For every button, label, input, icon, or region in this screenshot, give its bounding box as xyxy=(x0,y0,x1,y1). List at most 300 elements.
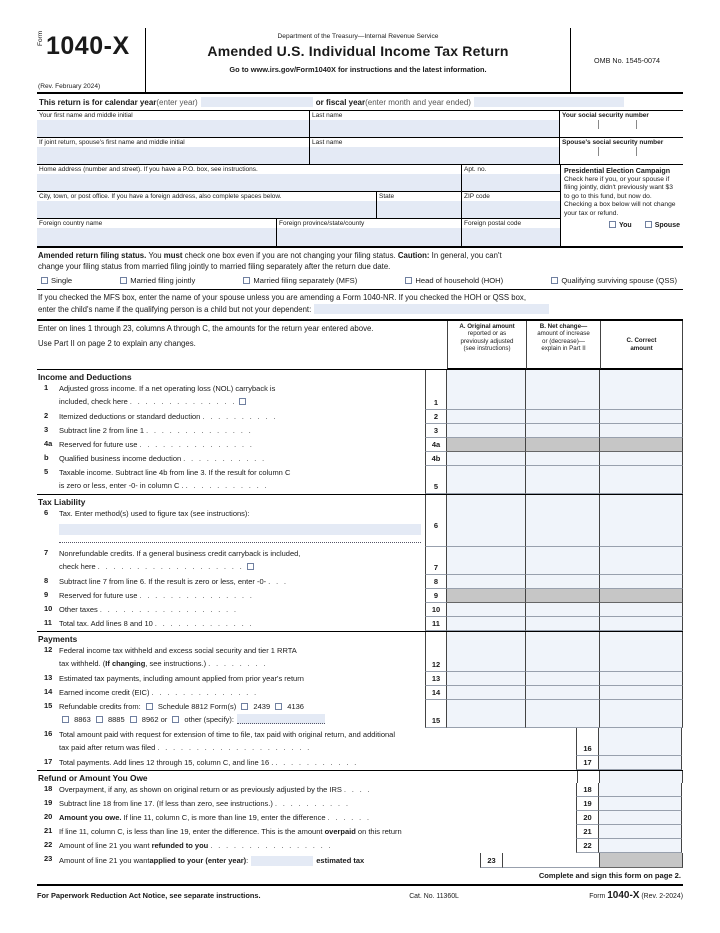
line-23-number: 23 xyxy=(480,853,503,868)
home-address-field xyxy=(37,165,462,191)
goto-instructions: Go to www.irs.gov/Form1040X for instructions and the latest information. xyxy=(229,65,487,74)
line-12-amount-c[interactable] xyxy=(600,644,683,672)
page-title: Amended U.S. Individual Income Tax Return xyxy=(207,43,509,59)
form-number: 1040-X xyxy=(46,32,130,60)
line-6-number: 6 xyxy=(425,507,447,547)
dot-leader: . . . . . . . . . . . . . . xyxy=(129,398,237,406)
single-checkbox[interactable] xyxy=(41,277,48,284)
line-10-label xyxy=(59,603,425,617)
zip-label: ZIP code xyxy=(464,193,490,200)
line-14-number: 14 xyxy=(425,686,447,700)
text-segment: Total amount paid with request for extension of time to file, tax paid with original return, and additional xyxy=(59,730,396,739)
line-13-gutter: 13 xyxy=(44,673,53,682)
line-21-gutter: 21 xyxy=(44,826,53,835)
line-10-number: 10 xyxy=(425,603,447,617)
last-name-input[interactable] xyxy=(310,120,559,137)
pec-you-checkbox[interactable] xyxy=(609,221,616,228)
tax-method-input[interactable] xyxy=(59,524,421,535)
text-segment: Reserved for future use xyxy=(59,591,140,600)
text-segment: B. Net change— xyxy=(539,323,588,330)
text-segment: Amount you owe. xyxy=(59,813,122,822)
text-segment: In general, you can't xyxy=(429,251,502,260)
line-14-gutter: 14 xyxy=(44,687,53,696)
ssn-field xyxy=(560,111,683,137)
text-segment: Reserved for future use xyxy=(59,440,140,449)
spouse-last-name-label: Last name xyxy=(312,139,343,146)
text-segment: Total tax. Add lines 8 and 10 xyxy=(59,619,155,628)
text-segment: or fiscal year xyxy=(315,97,366,107)
checkbox[interactable] xyxy=(146,703,153,710)
input-area[interactable] xyxy=(251,856,313,866)
line-22-amount[interactable] xyxy=(599,839,682,853)
dot-leader: . . . . . . . . . . . . . . . . . . xyxy=(99,607,238,614)
spouse-ssn-label: Spouse's social security number xyxy=(562,139,664,146)
apt-label: Apt. no. xyxy=(464,166,487,173)
line-1-amount-a[interactable] xyxy=(447,382,526,410)
text-segment: other (specify): xyxy=(182,714,235,724)
line-20-label xyxy=(59,811,576,825)
checkbox[interactable] xyxy=(241,703,248,710)
line-18-number: 18 xyxy=(576,783,599,797)
line-4b-number: 4b xyxy=(425,452,447,466)
paperwork-notice: For Paperwork Reduction Act Notice, see separate instructions. xyxy=(37,891,261,900)
text-segment: refunded to you xyxy=(151,841,209,850)
line-19-number: 19 xyxy=(576,797,599,811)
line-23-gutter: 23 xyxy=(44,854,53,863)
form-line-8 xyxy=(37,575,683,589)
text-segment: (see instructions) xyxy=(463,345,511,353)
form-line-21 xyxy=(37,825,683,839)
foreign-country-input[interactable] xyxy=(37,228,276,246)
form-line-5 xyxy=(37,466,683,494)
foreign-province-field xyxy=(277,219,462,246)
text-segment: on this return xyxy=(355,827,402,836)
foreign-postal-label: Foreign postal code xyxy=(464,220,522,227)
mfs-note xyxy=(37,290,683,321)
line-18-label xyxy=(59,783,576,797)
qss-checkbox[interactable] xyxy=(551,277,558,284)
first-name-label: Your first name and middle initial xyxy=(39,112,133,119)
line-3-label xyxy=(59,424,425,438)
line-5-amount-c[interactable] xyxy=(600,466,683,494)
line-7-amount-c[interactable] xyxy=(600,547,683,575)
text-segment: (enter year) xyxy=(156,97,198,107)
line-5-label xyxy=(59,466,425,494)
zip-input[interactable] xyxy=(462,201,560,218)
text-segment: Amended return filing status. xyxy=(38,251,149,260)
dot-leader: . . . . . . . . . . . . . . . xyxy=(139,442,254,449)
text-segment: C. Correct xyxy=(626,337,657,345)
table-intro-text xyxy=(37,321,447,369)
line-23-label xyxy=(59,853,480,868)
section-title: Tax Liability xyxy=(38,497,86,507)
line-7-amount-a[interactable] xyxy=(447,547,526,575)
form-line-6 xyxy=(37,507,683,547)
line-2-amount-b[interactable] xyxy=(526,410,600,424)
line-4a-reserved xyxy=(600,438,683,452)
form-revision: (Rev. February 2024) xyxy=(38,83,101,90)
spouse-first-name-label: If joint return, spouse's first name and middle initial xyxy=(39,139,185,146)
single-label: Single xyxy=(51,276,73,285)
line-17-label xyxy=(59,756,576,770)
text-segment: explain in Part II xyxy=(541,345,586,353)
dot-leader: . . . . . . . . . . . . . . xyxy=(151,690,259,697)
line-8-gutter: 8 xyxy=(44,576,49,585)
text-segment: Other taxes xyxy=(59,605,100,614)
form-line-17 xyxy=(37,756,683,770)
line-13-number: 13 xyxy=(425,672,447,686)
city-label: City, town, or post office. If you have a foreign address, also complete spaces below. xyxy=(39,193,282,200)
filing-status-options xyxy=(37,273,683,290)
checkbox[interactable] xyxy=(247,563,254,570)
spouse-ssn-input[interactable] xyxy=(560,147,683,164)
line-11-amount-c[interactable] xyxy=(600,617,683,631)
text-segment: Taxable income. Subtract line 4b from line 3. If the result for column C xyxy=(59,468,291,477)
dot-leader: . . . . xyxy=(344,787,372,794)
text-segment: This return is for calendar year xyxy=(39,97,157,107)
pec-title: Presidential Election Campaign xyxy=(564,167,671,175)
line-4b-amount-b[interactable] xyxy=(526,452,600,466)
line-2-amount-c[interactable] xyxy=(600,410,683,424)
line-23-shaded xyxy=(600,853,683,868)
text-segment: If line 11, column C, is less than line 19, enter the difference. This is the amount xyxy=(59,827,325,836)
input-area[interactable] xyxy=(201,97,313,107)
text-segment: 8885 xyxy=(105,714,127,724)
spouse-first-name-field xyxy=(37,138,310,164)
line-20-amount[interactable] xyxy=(599,811,682,825)
text-segment: 8863 xyxy=(72,714,93,724)
foreign-province-input[interactable] xyxy=(277,228,461,246)
mfs-label: Married filing separately (MFS) xyxy=(253,276,358,285)
line-4a-number: 4a xyxy=(425,438,447,452)
line-12-label xyxy=(59,644,425,672)
text-segment: Adjusted gross income. If a net operating loss (NOL) carryback is xyxy=(59,384,276,393)
text-segment: Tax. Enter method(s) used to figure tax (see instructions): xyxy=(59,509,250,518)
line-9-number: 9 xyxy=(425,589,447,603)
line-22-gutter: 22 xyxy=(44,840,53,849)
last-name-label: Last name xyxy=(312,112,343,119)
pec-text: Check here if you, or your spouse if filing jointly, didn't previously want $3 to go to this fund, but now do. Checking a box below will not change your tax or refund. xyxy=(564,175,676,217)
line-13-amount-b[interactable] xyxy=(526,672,600,686)
line-22-number: 22 xyxy=(576,839,599,853)
text-segment: 8962 or xyxy=(139,714,170,724)
line-13-label xyxy=(59,672,425,686)
line-15-gutter: 15 xyxy=(44,701,53,710)
filing-status-intro xyxy=(37,248,683,273)
dot-leader: . . . . . . xyxy=(327,815,371,822)
spouse-ssn-field xyxy=(560,138,683,164)
line-18-gutter: 18 xyxy=(44,784,53,793)
line-16-amount[interactable] xyxy=(599,728,682,756)
text-segment: check here xyxy=(59,561,98,571)
form-header xyxy=(37,28,683,94)
form-line-9 xyxy=(37,589,683,603)
return-year-row xyxy=(37,94,683,111)
form-line-23 xyxy=(37,853,683,868)
dot-leader: . . . . . . . . . . . . . . . . . . . . xyxy=(157,744,312,752)
text-segment: Nonrefundable credits. If a general business credit carryback is included, xyxy=(59,549,301,558)
text-segment: tax withheld. ( xyxy=(59,658,106,668)
form-line-15 xyxy=(37,700,683,728)
line-17-amount[interactable] xyxy=(599,756,682,770)
complete-sign-note: Complete and sign this form on page 2. xyxy=(37,868,683,886)
line-15-number: 15 xyxy=(425,700,447,728)
form-title-block xyxy=(145,28,571,92)
text-segment: You xyxy=(148,251,164,260)
line-22-label xyxy=(59,839,576,853)
line-1-gutter: 1 xyxy=(44,383,49,392)
section-title: Payments xyxy=(38,634,78,644)
line-19-gutter: 19 xyxy=(44,798,53,807)
dot-leader: . . . . . . . . . . . . . . . xyxy=(139,593,254,600)
catalog-number: Cat. No. 11360L xyxy=(409,893,459,900)
department-line: Department of the Treasury—Internal Revenue Service xyxy=(277,33,439,40)
line-13-amount-a[interactable] xyxy=(447,672,526,686)
line-7-number: 7 xyxy=(425,547,447,575)
line-16-gutter: 16 xyxy=(44,729,53,738)
ssn-input[interactable] xyxy=(560,120,683,137)
line-10-gutter: 10 xyxy=(44,604,53,613)
line-23-amount[interactable] xyxy=(503,853,600,868)
dot-leader: . . . . . . . . . . . . . xyxy=(154,621,254,628)
line-11-number: 11 xyxy=(425,617,447,631)
line-20-gutter: 20 xyxy=(44,812,53,821)
state-input[interactable] xyxy=(377,201,461,218)
dot-leader: . . . . . . . . . . . xyxy=(275,760,359,767)
line-15-amount-a[interactable] xyxy=(447,700,526,728)
line-4b-gutter: b xyxy=(44,453,49,462)
dot-leader: . . . . . . . . . . xyxy=(274,801,350,808)
line-9-reserved xyxy=(447,589,526,603)
dot-leader: . . . . . . . . . . . xyxy=(185,482,269,490)
line-4b-amount-c[interactable] xyxy=(600,452,683,466)
line-6-label xyxy=(59,508,425,521)
foreign-country-field xyxy=(37,219,277,246)
input-area[interactable] xyxy=(237,714,325,724)
form-line-19 xyxy=(37,797,683,811)
line-5-gutter: 5 xyxy=(44,467,49,476)
dot-leader: . . . . . . . . . . xyxy=(202,414,278,421)
line-14-amount-c[interactable] xyxy=(600,686,683,700)
line-14-amount-b[interactable] xyxy=(526,686,600,700)
text-segment: included, check here xyxy=(59,396,130,406)
line-8-label xyxy=(59,575,425,589)
line-7-amount-b[interactable] xyxy=(526,547,600,575)
column-a-header xyxy=(447,321,526,369)
text-segment: tax paid after return was filed xyxy=(59,742,158,752)
form-number-block xyxy=(37,28,145,92)
text-segment: A. Original amount xyxy=(459,323,515,330)
line-13-amount-c[interactable] xyxy=(600,672,683,686)
line-19-amount[interactable] xyxy=(599,797,682,811)
line-9-label xyxy=(59,589,425,603)
checkbox[interactable] xyxy=(62,716,69,723)
line-1-amount-b[interactable] xyxy=(526,382,600,410)
line-1-amount-c[interactable] xyxy=(600,382,683,410)
dot-leader: . . . . . . . . xyxy=(208,660,268,668)
text-segment: enter the child's name if the qualifying person is a child but not your dependent: xyxy=(38,304,312,314)
line-6-gutter: 6 xyxy=(44,508,49,517)
dot-leader: . . . . . . . . . . . . . . xyxy=(146,428,253,435)
first-name-input[interactable] xyxy=(37,120,309,137)
text-segment: Subtract line 18 from line 17. (If less than zero, see instructions.) xyxy=(59,799,275,808)
home-address-input[interactable] xyxy=(37,174,461,191)
mfj-label: Married filing jointly xyxy=(130,276,196,285)
apt-input[interactable] xyxy=(462,174,560,191)
line-7-label xyxy=(59,547,425,575)
line-4a-gutter: 4a xyxy=(44,439,53,448)
form-line-13 xyxy=(37,672,683,686)
line-21-amount[interactable] xyxy=(599,825,682,839)
line-11-amount-b[interactable] xyxy=(526,617,600,631)
line-11-gutter: 11 xyxy=(44,618,52,627)
hoh-checkbox[interactable] xyxy=(405,277,412,284)
line-14-label xyxy=(59,686,425,700)
line-21-label xyxy=(59,825,576,839)
line-4a-reserved xyxy=(526,438,600,452)
line-6-amount-c[interactable] xyxy=(600,507,683,547)
line-6-amount-b[interactable] xyxy=(526,507,600,547)
line-21-number: 21 xyxy=(576,825,599,839)
text-segment: Subtract line 2 from line 1 xyxy=(59,426,147,435)
form-line-16 xyxy=(37,728,683,756)
line-15-label xyxy=(59,700,425,728)
line-1-number: 1 xyxy=(425,382,447,410)
line-8-amount-c[interactable] xyxy=(600,575,683,589)
text-segment: If you checked the MFS box, enter the name of your spouse unless you are amending a Form 1040-NR. If you checked the HOH or QSS box, xyxy=(38,293,526,302)
home-address-label: Home address (number and street). If you have a P.O. box, see instructions. xyxy=(39,166,258,173)
checkbox[interactable] xyxy=(130,716,137,723)
spouse-name-row xyxy=(37,138,683,165)
mfj-checkbox[interactable] xyxy=(120,277,127,284)
checkbox[interactable] xyxy=(172,716,179,723)
line-4b-label xyxy=(59,452,425,466)
line-10-amount-b[interactable] xyxy=(526,603,600,617)
text-segment: Amount of line 21 you want xyxy=(59,855,150,865)
foreign-country-label: Foreign country name xyxy=(39,220,103,227)
table-intro-line2: Use Part II on page 2 to explain any changes. xyxy=(38,339,196,348)
form-line-7 xyxy=(37,547,683,575)
line-2-label xyxy=(59,410,425,424)
checkbox[interactable] xyxy=(275,703,282,710)
line-15-amount-b[interactable] xyxy=(526,700,600,728)
checkbox[interactable] xyxy=(96,716,103,723)
dot-leader: . . . . . . . . . . . . . . . . . . . xyxy=(97,563,244,571)
zip-field xyxy=(462,192,560,218)
section-refund-or-owe xyxy=(37,770,683,783)
form-word: Form xyxy=(37,30,44,46)
line-3-amount-c[interactable] xyxy=(600,424,683,438)
form-line-12 xyxy=(37,644,683,672)
pec-spouse-checkbox[interactable] xyxy=(645,221,652,228)
line-9-reserved xyxy=(600,589,683,603)
dot-leader: . . . . . . . . . . . xyxy=(183,456,267,463)
line-9-reserved xyxy=(526,589,600,603)
mfs-checkbox[interactable] xyxy=(243,277,250,284)
form-footer xyxy=(37,886,683,901)
text-segment: reported or as xyxy=(467,330,507,338)
line-11-amount-a[interactable] xyxy=(447,617,526,631)
foreign-postal-input[interactable] xyxy=(462,228,560,246)
line-18-amount[interactable] xyxy=(599,783,682,797)
form-line-4b xyxy=(37,452,683,466)
footer-form-id: Form 1040-X (Rev. 2-2024) xyxy=(589,890,683,901)
text-segment: applied to your (enter year) xyxy=(149,855,247,865)
text-segment: must xyxy=(163,251,183,260)
line-8-amount-b[interactable] xyxy=(526,575,600,589)
form-line-3 xyxy=(37,424,683,438)
line-12-amount-a[interactable] xyxy=(447,644,526,672)
text-segment: 4136 xyxy=(285,702,304,711)
text-segment: 2439 xyxy=(251,702,273,711)
form-1040x-page xyxy=(37,28,683,901)
dot-leader: . . . xyxy=(268,579,288,586)
form-line-11 xyxy=(37,617,683,631)
omb-number: OMB No. 1545-0074 xyxy=(594,55,660,65)
tax-method-dotted-line xyxy=(59,539,421,543)
text-segment: Refundable credits from: xyxy=(59,702,143,711)
table-intro-row xyxy=(37,321,683,369)
line-12-amount-b[interactable] xyxy=(526,644,600,672)
form-line-22 xyxy=(37,839,683,853)
line-1-label xyxy=(59,382,425,410)
presidential-election-campaign xyxy=(560,165,683,246)
text-segment: Caution: xyxy=(397,251,430,260)
section-income-deductions xyxy=(37,369,683,382)
line-6-amount-a[interactable] xyxy=(447,507,526,547)
section-title: Income and Deductions xyxy=(38,372,132,382)
line-17-number: 17 xyxy=(576,756,599,770)
spouse-last-name-input[interactable] xyxy=(310,147,559,164)
name-row xyxy=(37,111,683,138)
last-name-field xyxy=(310,111,560,137)
line-5-amount-b[interactable] xyxy=(526,466,600,494)
text-segment: check one box even if you are not changing your filing status. xyxy=(182,251,398,260)
input-area[interactable] xyxy=(314,304,549,314)
column-b-header xyxy=(526,321,600,369)
form-line-10 xyxy=(37,603,683,617)
qss-label: Qualifying surviving spouse (QSS) xyxy=(561,276,677,285)
line-4b-amount-a[interactable] xyxy=(447,452,526,466)
line-12-number: 12 xyxy=(425,644,447,672)
line-3-amount-b[interactable] xyxy=(526,424,600,438)
line-5-number: 5 xyxy=(425,466,447,494)
input-area[interactable] xyxy=(474,97,624,107)
text-segment: amount of increase xyxy=(537,330,590,338)
line-15-amount-c[interactable] xyxy=(600,700,683,728)
line-3-amount-a[interactable] xyxy=(447,424,526,438)
line-2-amount-a[interactable] xyxy=(447,410,526,424)
text-segment: Subtract line 7 from line 6. If the result is zero or less, enter -0- xyxy=(59,577,269,586)
text-segment: Overpayment, if any, as shown on original return or as previously adjusted by the IRS xyxy=(59,785,345,794)
line-2-number: 2 xyxy=(425,410,447,424)
section-payments xyxy=(37,631,683,644)
line-10-amount-a[interactable] xyxy=(447,603,526,617)
line-10-amount-c[interactable] xyxy=(600,603,683,617)
line-16-number: 16 xyxy=(576,728,599,756)
checkbox[interactable] xyxy=(239,398,246,405)
spouse-first-name-input[interactable] xyxy=(37,147,309,164)
line-8-amount-a[interactable] xyxy=(447,575,526,589)
line-5-amount-a[interactable] xyxy=(447,466,526,494)
line-19-label xyxy=(59,797,576,811)
text-segment: Federal income tax withheld and excess social security and tier 1 RRTA xyxy=(59,646,297,655)
form-line-1 xyxy=(37,382,683,410)
text-segment: If line 11, column C, is more than line 19, enter the difference xyxy=(121,813,328,822)
city-input[interactable] xyxy=(37,201,376,218)
line-14-amount-a[interactable] xyxy=(447,686,526,700)
line-11-label xyxy=(59,617,425,631)
